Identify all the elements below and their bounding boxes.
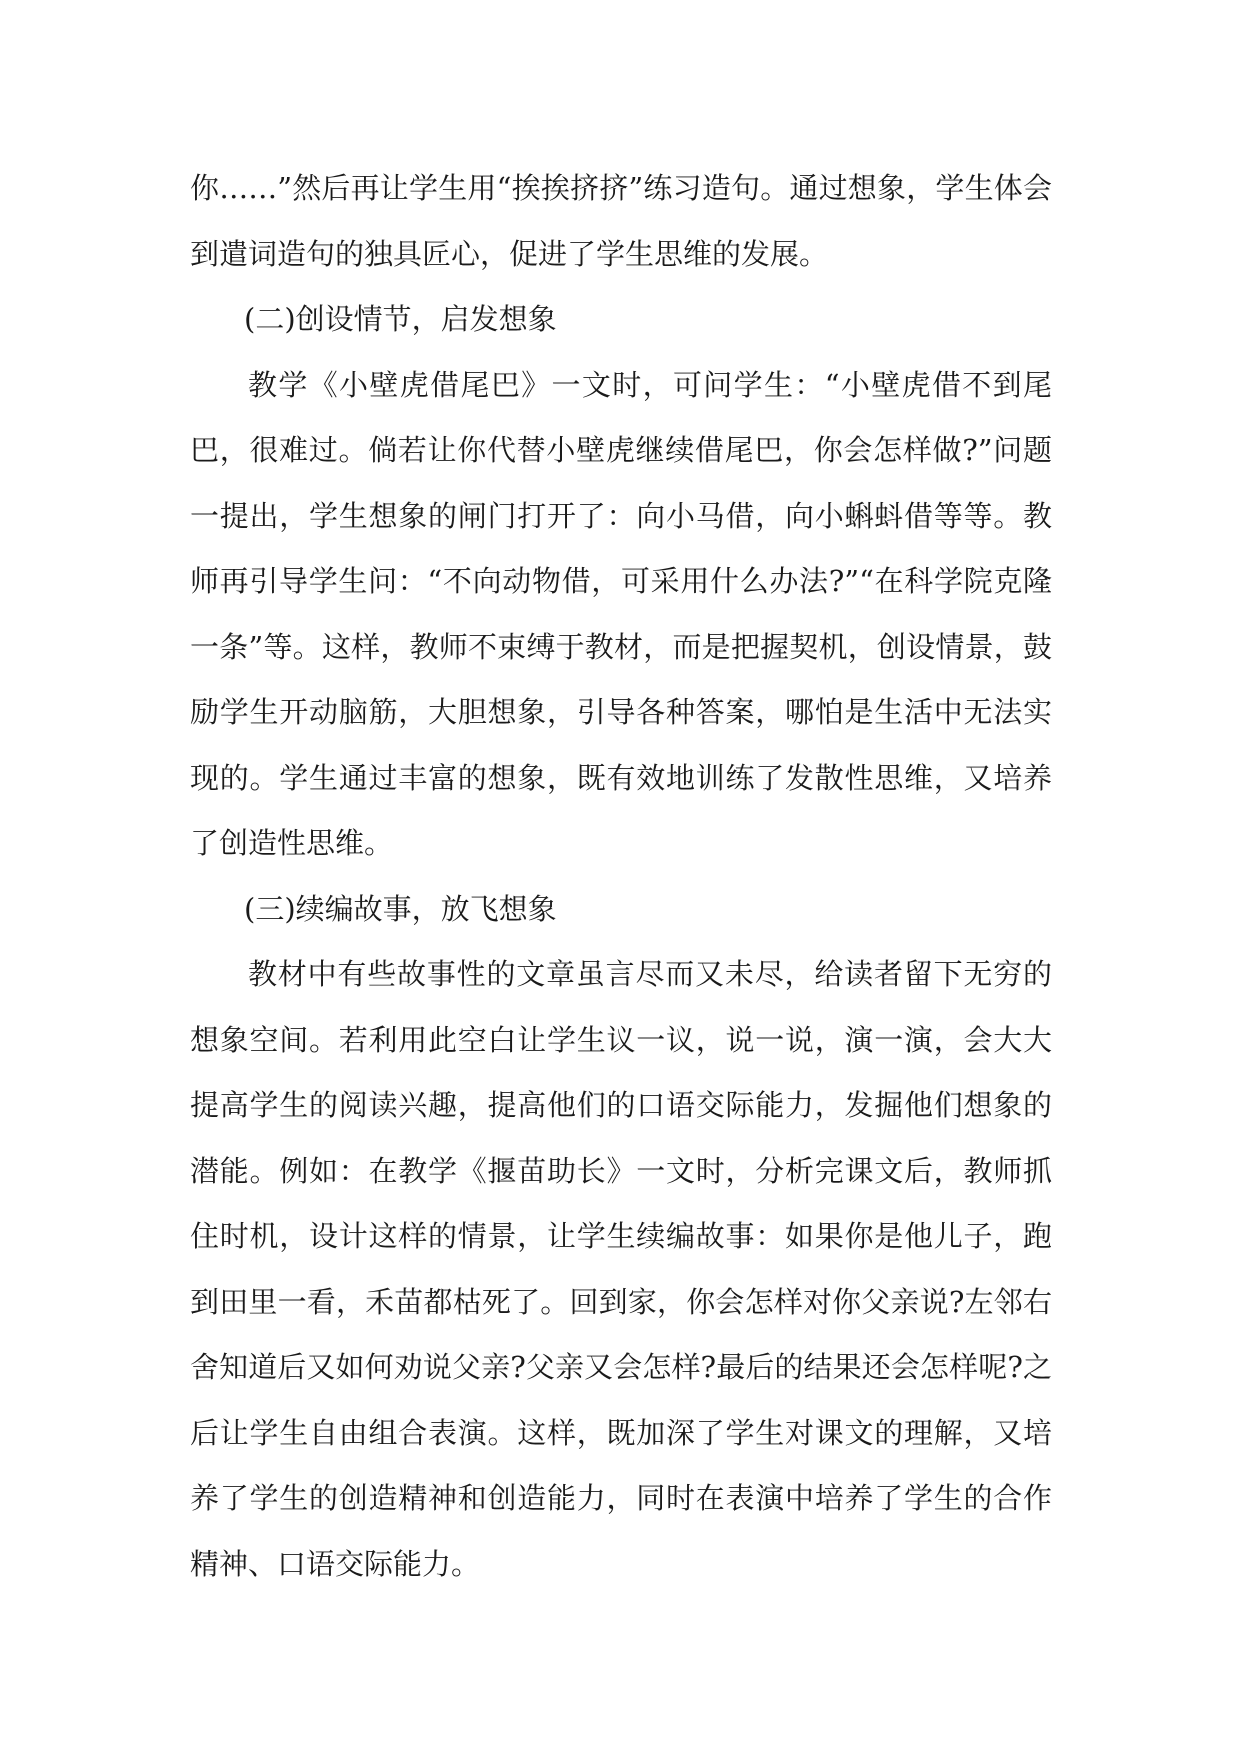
paragraph-section-2: 教学《小壁虎借尾巴》一文时，可问学生：“小壁虎借不到尾巴，很难过。倘若让你代替小壁虎继续借尾巴，你会怎样做?”问题一提出，学生想象的闸门打开了：向小马借，向小蝌蚪借等等。教师再引导学生问：“不向动物借，可采用什么办法?”“在科学院克隆一条”等。这样，教师不束缚于教材，而是把握契机，创设情景，鼓励学生开动脑筋，大胆想象，引导各种答案，哪怕是生活中无法实现的。学生通过丰富的想象，既有效地训练了发散性思维，又培养了创造性思维。 xyxy=(190,367,1052,860)
section-heading-2: (二)创设情节，启发想象 xyxy=(244,302,557,336)
section-heading-3: (三)续编故事，放飞想象 xyxy=(244,891,557,926)
paragraph-continuation: 你……”然后再让学生用“挨挨挤挤”练习造句。通过想象，学生体会到遣词造句的独具匠心，促进了学生思维的发展。 xyxy=(190,171,1052,271)
paragraph-section-3: 教材中有些故事性的文章虽言尽而又未尽，给读者留下无穷的想象空间。若利用此空白让学生议一议，说一说，演一演，会大大提高学生的阅读兴趣，提高他们的口语交际能力，发掘他们想象的潜能。例如：在教学《揠苗助长》一文时，分析完课文后，教师抓住时机，设计这样的情景，让学生续编故事：如果你是他儿子，跑到田里一看，禾苗都枯死了。回到家，你会怎样对你父亲说?左邻右舍知道后又如何劝说父亲?父亲又会怎样?最后的结果还会怎样呢?之后让学生自由组合表演。这样，既加深了学生对课文的理解，又培养了学生的创造精神和创造能力，同时在表演中培养了学生的合作精神、口语交际能力。 xyxy=(190,957,1052,1581)
document-body xyxy=(190,156,1052,1597)
